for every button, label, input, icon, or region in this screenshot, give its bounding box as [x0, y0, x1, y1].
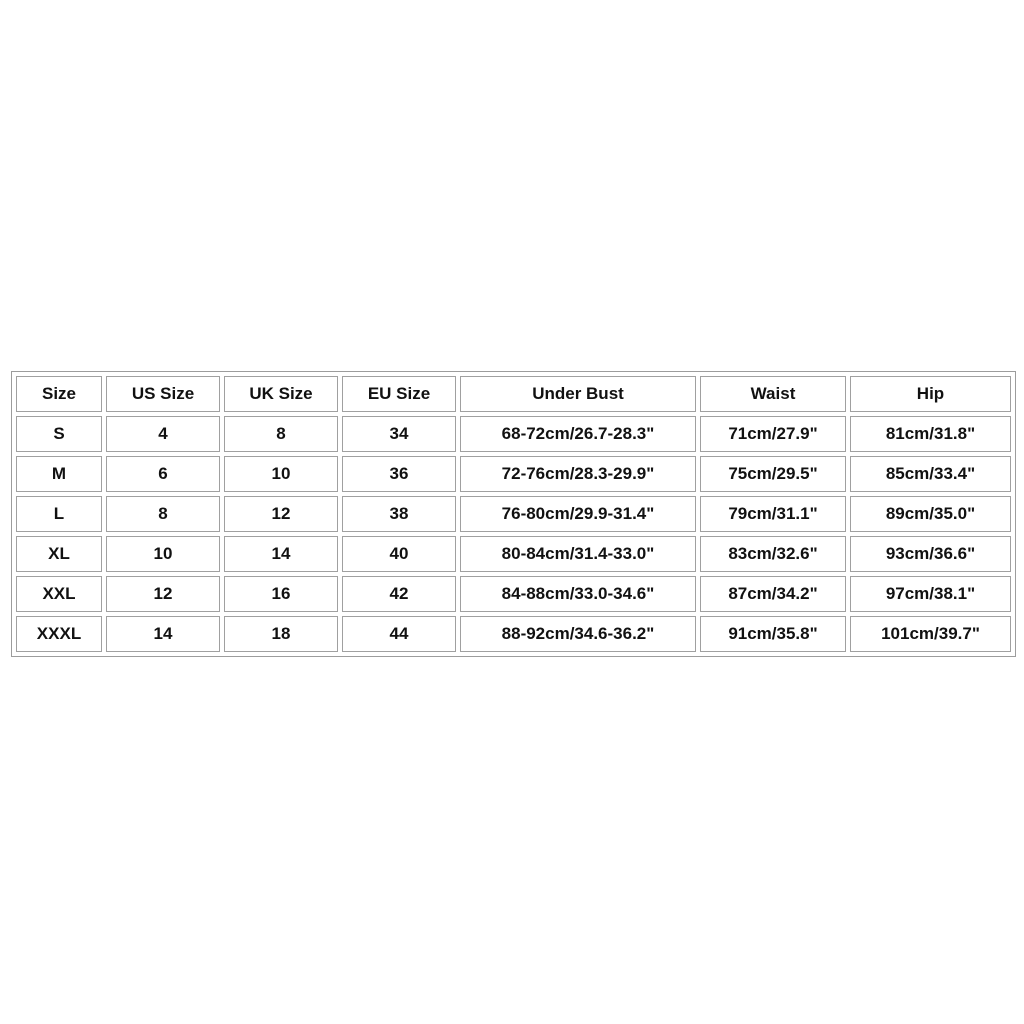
cell-eu-size: 40 — [342, 536, 456, 572]
size-chart-table — [11, 371, 1016, 657]
cell-eu-size: 38 — [342, 496, 456, 532]
cell-waist: 87cm/34.2" — [700, 576, 846, 612]
cell-us-size: 6 — [106, 456, 220, 492]
header-size: Size — [16, 376, 102, 412]
table-row — [16, 496, 1011, 532]
cell-us-size: 12 — [106, 576, 220, 612]
table-row — [16, 536, 1011, 572]
cell-hip: 89cm/35.0" — [850, 496, 1011, 532]
cell-size: L — [16, 496, 102, 532]
cell-size: S — [16, 416, 102, 452]
table-row — [16, 576, 1011, 612]
cell-eu-size: 36 — [342, 456, 456, 492]
cell-hip: 85cm/33.4" — [850, 456, 1011, 492]
cell-waist: 91cm/35.8" — [700, 616, 846, 652]
cell-hip: 93cm/36.6" — [850, 536, 1011, 572]
header-us-size: US Size — [106, 376, 220, 412]
cell-us-size: 14 — [106, 616, 220, 652]
cell-under-bust: 72-76cm/28.3-29.9" — [460, 456, 696, 492]
cell-under-bust: 80-84cm/31.4-33.0" — [460, 536, 696, 572]
cell-under-bust: 84-88cm/33.0-34.6" — [460, 576, 696, 612]
table-row — [16, 456, 1011, 492]
table-row — [16, 416, 1011, 452]
cell-waist: 71cm/27.9" — [700, 416, 846, 452]
header-waist: Waist — [700, 376, 846, 412]
cell-uk-size: 12 — [224, 496, 338, 532]
header-hip: Hip — [850, 376, 1011, 412]
cell-waist: 79cm/31.1" — [700, 496, 846, 532]
header-eu-size: EU Size — [342, 376, 456, 412]
cell-us-size: 8 — [106, 496, 220, 532]
cell-size: XXL — [16, 576, 102, 612]
cell-uk-size: 8 — [224, 416, 338, 452]
cell-eu-size: 34 — [342, 416, 456, 452]
cell-waist: 83cm/32.6" — [700, 536, 846, 572]
cell-uk-size: 14 — [224, 536, 338, 572]
cell-under-bust: 68-72cm/26.7-28.3" — [460, 416, 696, 452]
cell-uk-size: 16 — [224, 576, 338, 612]
cell-us-size: 4 — [106, 416, 220, 452]
cell-hip: 81cm/31.8" — [850, 416, 1011, 452]
cell-hip: 101cm/39.7" — [850, 616, 1011, 652]
cell-size: M — [16, 456, 102, 492]
cell-waist: 75cm/29.5" — [700, 456, 846, 492]
cell-eu-size: 44 — [342, 616, 456, 652]
cell-size: XL — [16, 536, 102, 572]
header-row — [16, 376, 1011, 412]
header-uk-size: UK Size — [224, 376, 338, 412]
cell-hip: 97cm/38.1" — [850, 576, 1011, 612]
cell-size: XXXL — [16, 616, 102, 652]
cell-uk-size: 18 — [224, 616, 338, 652]
cell-under-bust: 76-80cm/29.9-31.4" — [460, 496, 696, 532]
table-row — [16, 616, 1011, 652]
cell-uk-size: 10 — [224, 456, 338, 492]
cell-under-bust: 88-92cm/34.6-36.2" — [460, 616, 696, 652]
cell-eu-size: 42 — [342, 576, 456, 612]
cell-us-size: 10 — [106, 536, 220, 572]
header-under-bust: Under Bust — [460, 376, 696, 412]
